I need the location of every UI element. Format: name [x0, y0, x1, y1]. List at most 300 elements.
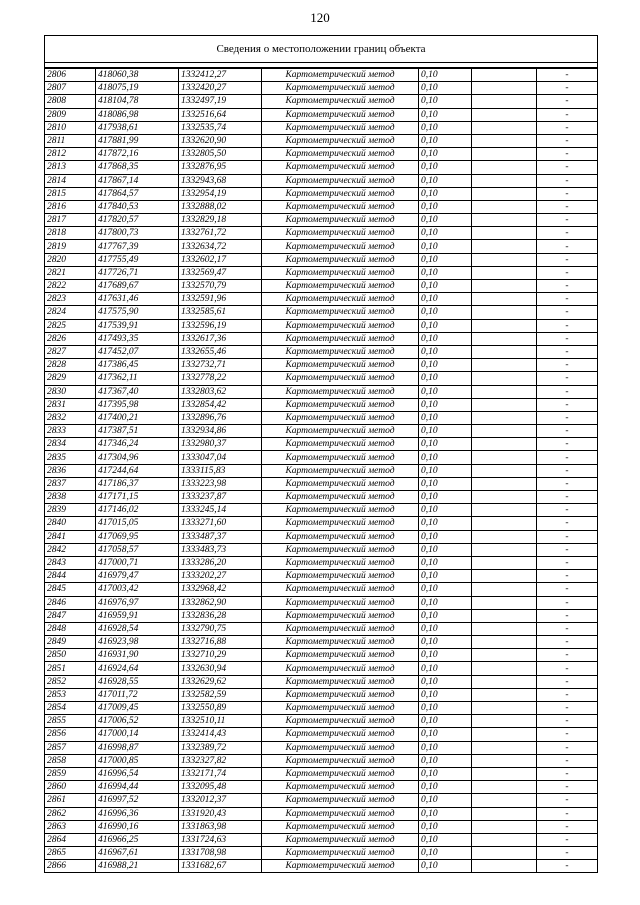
note-cell: -	[537, 570, 598, 583]
y-coordinate-cell: 1332414,43	[179, 728, 262, 741]
method-cell: Картометрический метод	[262, 398, 419, 411]
point-number-cell: 2829	[45, 372, 96, 385]
y-coordinate-cell: 1332535,74	[179, 121, 262, 134]
empty-cell	[472, 372, 537, 385]
empty-cell	[472, 662, 537, 675]
note-cell: -	[537, 411, 598, 424]
method-cell: Картометрический метод	[262, 530, 419, 543]
empty-cell	[472, 847, 537, 860]
point-number-cell: 2849	[45, 636, 96, 649]
table-row	[45, 372, 597, 385]
empty-cell	[472, 820, 537, 833]
page-number: 120	[310, 10, 330, 25]
y-coordinate-cell: 1332862,90	[179, 596, 262, 609]
empty-cell	[472, 200, 537, 213]
x-coordinate-cell: 416990,16	[96, 820, 179, 833]
method-cell: Картометрический метод	[262, 543, 419, 556]
note-cell: -	[537, 398, 598, 411]
note-cell: -	[537, 833, 598, 846]
x-coordinate-cell: 417867,14	[96, 174, 179, 187]
x-coordinate-cell: 417452,07	[96, 345, 179, 358]
method-cell: Картометрический метод	[262, 662, 419, 675]
method-cell: Картометрический метод	[262, 359, 419, 372]
point-number-cell: 2839	[45, 504, 96, 517]
note-cell: -	[537, 121, 598, 134]
note-cell: -	[537, 820, 598, 833]
y-coordinate-cell: 1332412,27	[179, 69, 262, 82]
y-coordinate-cell: 1332980,37	[179, 438, 262, 451]
method-cell: Картометрический метод	[262, 372, 419, 385]
table-row	[45, 530, 597, 543]
table-row	[45, 293, 597, 306]
x-coordinate-cell: 416959,91	[96, 609, 179, 622]
accuracy-cell: 0,10	[419, 662, 472, 675]
y-coordinate-cell: 1332596,19	[179, 319, 262, 332]
note-cell: -	[537, 332, 598, 345]
accuracy-cell: 0,10	[419, 385, 472, 398]
y-coordinate-cell: 1332732,71	[179, 359, 262, 372]
note-cell: -	[537, 543, 598, 556]
note-cell: -	[537, 702, 598, 715]
y-coordinate-cell: 1332585,61	[179, 306, 262, 319]
accuracy-cell: 0,10	[419, 715, 472, 728]
note-cell: -	[537, 82, 598, 95]
method-cell: Картометрический метод	[262, 293, 419, 306]
accuracy-cell: 0,10	[419, 187, 472, 200]
point-number-cell: 2817	[45, 214, 96, 227]
x-coordinate-cell: 417631,46	[96, 293, 179, 306]
table-row	[45, 214, 597, 227]
note-cell: -	[537, 253, 598, 266]
accuracy-cell: 0,10	[419, 688, 472, 701]
y-coordinate-cell: 1332570,79	[179, 280, 262, 293]
empty-cell	[472, 741, 537, 754]
accuracy-cell: 0,10	[419, 148, 472, 161]
y-coordinate-cell: 1332790,75	[179, 622, 262, 635]
x-coordinate-cell: 417367,40	[96, 385, 179, 398]
note-cell: -	[537, 293, 598, 306]
y-coordinate-cell: 1331920,43	[179, 807, 262, 820]
method-cell: Картометрический метод	[262, 622, 419, 635]
note-cell: -	[537, 556, 598, 569]
point-number-cell: 2860	[45, 781, 96, 794]
empty-cell	[472, 148, 537, 161]
note-cell: -	[537, 477, 598, 490]
y-coordinate-cell: 1331724,63	[179, 833, 262, 846]
x-coordinate-cell: 416923,98	[96, 636, 179, 649]
table-row	[45, 754, 597, 767]
point-number-cell: 2836	[45, 464, 96, 477]
y-coordinate-cell: 1332634,72	[179, 240, 262, 253]
point-number-cell: 2807	[45, 82, 96, 95]
x-coordinate-cell: 417362,11	[96, 372, 179, 385]
x-coordinate-cell: 416924,64	[96, 662, 179, 675]
point-number-cell: 2825	[45, 319, 96, 332]
method-cell: Картометрический метод	[262, 451, 419, 464]
note-cell: -	[537, 807, 598, 820]
empty-cell	[472, 306, 537, 319]
note-cell: -	[537, 583, 598, 596]
empty-cell	[472, 359, 537, 372]
point-number-cell: 2814	[45, 174, 96, 187]
accuracy-cell: 0,10	[419, 583, 472, 596]
table-row	[45, 715, 597, 728]
point-number-cell: 2808	[45, 95, 96, 108]
point-number-cell: 2826	[45, 332, 96, 345]
point-number-cell: 2843	[45, 556, 96, 569]
y-coordinate-cell: 1332710,29	[179, 649, 262, 662]
table-row	[45, 464, 597, 477]
y-coordinate-cell: 1332854,42	[179, 398, 262, 411]
y-coordinate-cell: 1332761,72	[179, 227, 262, 240]
point-number-cell: 2827	[45, 345, 96, 358]
point-number-cell: 2835	[45, 451, 96, 464]
accuracy-cell: 0,10	[419, 820, 472, 833]
table-row	[45, 636, 597, 649]
method-cell: Картометрический метод	[262, 702, 419, 715]
method-cell: Картометрический метод	[262, 833, 419, 846]
empty-cell	[472, 121, 537, 134]
y-coordinate-cell: 1332934,86	[179, 425, 262, 438]
y-coordinate-cell: 1332620,90	[179, 134, 262, 147]
x-coordinate-cell: 416997,52	[96, 794, 179, 807]
accuracy-cell: 0,10	[419, 781, 472, 794]
accuracy-cell: 0,10	[419, 860, 472, 873]
y-coordinate-cell: 1332888,02	[179, 200, 262, 213]
note-cell: -	[537, 174, 598, 187]
table-title: Сведения о местоположении границ объекта	[45, 36, 597, 63]
accuracy-cell: 0,10	[419, 161, 472, 174]
y-coordinate-cell: 1332629,62	[179, 675, 262, 688]
x-coordinate-cell: 417820,57	[96, 214, 179, 227]
method-cell: Картометрический метод	[262, 464, 419, 477]
note-cell: -	[537, 741, 598, 754]
method-cell: Картометрический метод	[262, 161, 419, 174]
method-cell: Картометрический метод	[262, 477, 419, 490]
x-coordinate-cell: 417346,24	[96, 438, 179, 451]
accuracy-cell: 0,10	[419, 728, 472, 741]
boundary-info-table-frame	[44, 35, 598, 873]
note-cell: -	[537, 227, 598, 240]
empty-cell	[472, 451, 537, 464]
method-cell: Картометрический метод	[262, 69, 419, 82]
empty-cell	[472, 860, 537, 873]
point-number-cell: 2806	[45, 69, 96, 82]
point-number-cell: 2837	[45, 477, 96, 490]
empty-cell	[472, 649, 537, 662]
point-number-cell: 2866	[45, 860, 96, 873]
accuracy-cell: 0,10	[419, 807, 472, 820]
y-coordinate-cell: 1332569,47	[179, 266, 262, 279]
x-coordinate-cell: 416966,25	[96, 833, 179, 846]
accuracy-cell: 0,10	[419, 280, 472, 293]
table-row	[45, 728, 597, 741]
table-row	[45, 609, 597, 622]
y-coordinate-cell: 1332655,46	[179, 345, 262, 358]
accuracy-cell: 0,10	[419, 425, 472, 438]
point-number-cell: 2852	[45, 675, 96, 688]
empty-cell	[472, 702, 537, 715]
note-cell: -	[537, 847, 598, 860]
table-row	[45, 345, 597, 358]
accuracy-cell: 0,10	[419, 794, 472, 807]
empty-cell	[472, 253, 537, 266]
x-coordinate-cell: 417864,57	[96, 187, 179, 200]
empty-cell	[472, 530, 537, 543]
x-coordinate-cell: 416998,87	[96, 741, 179, 754]
note-cell: -	[537, 715, 598, 728]
empty-cell	[472, 332, 537, 345]
method-cell: Картометрический метод	[262, 847, 419, 860]
x-coordinate-cell: 417493,35	[96, 332, 179, 345]
x-coordinate-cell: 417186,37	[96, 477, 179, 490]
accuracy-cell: 0,10	[419, 411, 472, 424]
x-coordinate-cell: 417539,91	[96, 319, 179, 332]
table-row	[45, 451, 597, 464]
table-row	[45, 359, 597, 372]
empty-cell	[472, 227, 537, 240]
y-coordinate-cell: 1332171,74	[179, 767, 262, 780]
note-cell: -	[537, 464, 598, 477]
y-coordinate-cell: 1332012,37	[179, 794, 262, 807]
accuracy-cell: 0,10	[419, 253, 472, 266]
note-cell: -	[537, 200, 598, 213]
point-number-cell: 2809	[45, 108, 96, 121]
note-cell: -	[537, 425, 598, 438]
point-number-cell: 2828	[45, 359, 96, 372]
x-coordinate-cell: 416928,54	[96, 622, 179, 635]
accuracy-cell: 0,10	[419, 556, 472, 569]
note-cell: -	[537, 438, 598, 451]
y-coordinate-cell: 1333271,60	[179, 517, 262, 530]
point-number-cell: 2851	[45, 662, 96, 675]
x-coordinate-cell: 418075,19	[96, 82, 179, 95]
empty-cell	[472, 345, 537, 358]
x-coordinate-cell: 418060,38	[96, 69, 179, 82]
point-number-cell: 2862	[45, 807, 96, 820]
x-coordinate-cell: 417575,90	[96, 306, 179, 319]
empty-cell	[472, 504, 537, 517]
empty-cell	[472, 438, 537, 451]
note-cell: -	[537, 134, 598, 147]
note-cell: -	[537, 214, 598, 227]
table-row	[45, 332, 597, 345]
note-cell: -	[537, 385, 598, 398]
point-number-cell: 2815	[45, 187, 96, 200]
table-row	[45, 543, 597, 556]
y-coordinate-cell: 1332876,95	[179, 161, 262, 174]
x-coordinate-cell: 417009,45	[96, 702, 179, 715]
method-cell: Картометрический метод	[262, 227, 419, 240]
accuracy-cell: 0,10	[419, 702, 472, 715]
empty-cell	[472, 833, 537, 846]
table-row	[45, 833, 597, 846]
method-cell: Картометрический метод	[262, 636, 419, 649]
point-number-cell: 2820	[45, 253, 96, 266]
x-coordinate-cell: 416928,55	[96, 675, 179, 688]
y-coordinate-cell: 1332582,59	[179, 688, 262, 701]
method-cell: Картометрический метод	[262, 583, 419, 596]
table-row	[45, 398, 597, 411]
empty-cell	[472, 570, 537, 583]
table-row	[45, 517, 597, 530]
point-number-cell: 2841	[45, 530, 96, 543]
point-number-cell: 2811	[45, 134, 96, 147]
y-coordinate-cell: 1332968,42	[179, 583, 262, 596]
table-row	[45, 767, 597, 780]
accuracy-cell: 0,10	[419, 767, 472, 780]
coordinates-table	[45, 68, 597, 872]
table-row	[45, 622, 597, 635]
point-number-cell: 2840	[45, 517, 96, 530]
x-coordinate-cell: 417872,16	[96, 148, 179, 161]
table-row	[45, 425, 597, 438]
empty-cell	[472, 807, 537, 820]
table-row	[45, 596, 597, 609]
point-number-cell: 2858	[45, 754, 96, 767]
table-row	[45, 860, 597, 873]
empty-cell	[472, 240, 537, 253]
method-cell: Картометрический метод	[262, 174, 419, 187]
accuracy-cell: 0,10	[419, 174, 472, 187]
empty-cell	[472, 425, 537, 438]
empty-cell	[472, 266, 537, 279]
method-cell: Картометрический метод	[262, 82, 419, 95]
table-row	[45, 583, 597, 596]
method-cell: Картометрический метод	[262, 385, 419, 398]
table-row	[45, 174, 597, 187]
accuracy-cell: 0,10	[419, 754, 472, 767]
y-coordinate-cell: 1332896,76	[179, 411, 262, 424]
method-cell: Картометрический метод	[262, 280, 419, 293]
empty-cell	[472, 82, 537, 95]
table-row	[45, 570, 597, 583]
table-row	[45, 121, 597, 134]
point-number-cell: 2813	[45, 161, 96, 174]
y-coordinate-cell: 1332591,96	[179, 293, 262, 306]
y-coordinate-cell: 1331863,98	[179, 820, 262, 833]
y-coordinate-cell: 1332630,94	[179, 662, 262, 675]
accuracy-cell: 0,10	[419, 504, 472, 517]
y-coordinate-cell: 1332803,62	[179, 385, 262, 398]
note-cell: -	[537, 266, 598, 279]
x-coordinate-cell: 417938,61	[96, 121, 179, 134]
accuracy-cell: 0,10	[419, 464, 472, 477]
accuracy-cell: 0,10	[419, 649, 472, 662]
empty-cell	[472, 596, 537, 609]
y-coordinate-cell: 1332550,89	[179, 702, 262, 715]
note-cell: -	[537, 108, 598, 121]
y-coordinate-cell: 1332510,11	[179, 715, 262, 728]
note-cell: -	[537, 688, 598, 701]
point-number-cell: 2822	[45, 280, 96, 293]
note-cell: -	[537, 517, 598, 530]
point-number-cell: 2818	[45, 227, 96, 240]
accuracy-cell: 0,10	[419, 95, 472, 108]
x-coordinate-cell: 417400,21	[96, 411, 179, 424]
table-row	[45, 491, 597, 504]
x-coordinate-cell: 417015,05	[96, 517, 179, 530]
method-cell: Картометрический метод	[262, 345, 419, 358]
method-cell: Картометрический метод	[262, 214, 419, 227]
x-coordinate-cell: 417003,42	[96, 583, 179, 596]
x-coordinate-cell: 416931,90	[96, 649, 179, 662]
y-coordinate-cell: 1332327,82	[179, 754, 262, 767]
x-coordinate-cell: 417868,35	[96, 161, 179, 174]
empty-cell	[472, 622, 537, 635]
empty-cell	[472, 464, 537, 477]
empty-cell	[472, 411, 537, 424]
method-cell: Картометрический метод	[262, 187, 419, 200]
table-row	[45, 411, 597, 424]
point-number-cell: 2853	[45, 688, 96, 701]
accuracy-cell: 0,10	[419, 121, 472, 134]
method-cell: Картометрический метод	[262, 266, 419, 279]
point-number-cell: 2819	[45, 240, 96, 253]
y-coordinate-cell: 1333223,98	[179, 477, 262, 490]
note-cell: -	[537, 754, 598, 767]
x-coordinate-cell: 416967,61	[96, 847, 179, 860]
method-cell: Картометрический метод	[262, 728, 419, 741]
x-coordinate-cell: 417800,73	[96, 227, 179, 240]
x-coordinate-cell: 416996,54	[96, 767, 179, 780]
table-row	[45, 662, 597, 675]
table-row	[45, 187, 597, 200]
empty-cell	[472, 477, 537, 490]
x-coordinate-cell: 417387,51	[96, 425, 179, 438]
table-row	[45, 847, 597, 860]
accuracy-cell: 0,10	[419, 847, 472, 860]
empty-cell	[472, 134, 537, 147]
y-coordinate-cell: 1332829,18	[179, 214, 262, 227]
accuracy-cell: 0,10	[419, 200, 472, 213]
note-cell: -	[537, 345, 598, 358]
empty-cell	[472, 636, 537, 649]
y-coordinate-cell: 1332420,27	[179, 82, 262, 95]
accuracy-cell: 0,10	[419, 345, 472, 358]
empty-cell	[472, 161, 537, 174]
accuracy-cell: 0,10	[419, 69, 472, 82]
point-number-cell: 2865	[45, 847, 96, 860]
x-coordinate-cell: 417000,71	[96, 556, 179, 569]
empty-cell	[472, 517, 537, 530]
table-row	[45, 504, 597, 517]
accuracy-cell: 0,10	[419, 833, 472, 846]
x-coordinate-cell: 417069,95	[96, 530, 179, 543]
table-row	[45, 200, 597, 213]
accuracy-cell: 0,10	[419, 240, 472, 253]
y-coordinate-cell: 1332716,88	[179, 636, 262, 649]
point-number-cell: 2838	[45, 491, 96, 504]
table-row	[45, 319, 597, 332]
y-coordinate-cell: 1332389,72	[179, 741, 262, 754]
empty-cell	[472, 781, 537, 794]
note-cell: -	[537, 161, 598, 174]
method-cell: Картометрический метод	[262, 807, 419, 820]
y-coordinate-cell: 1333483,73	[179, 543, 262, 556]
y-coordinate-cell: 1332805,50	[179, 148, 262, 161]
empty-cell	[472, 543, 537, 556]
method-cell: Картометрический метод	[262, 517, 419, 530]
x-coordinate-cell: 417244,64	[96, 464, 179, 477]
method-cell: Картометрический метод	[262, 253, 419, 266]
empty-cell	[472, 69, 537, 82]
point-number-cell: 2854	[45, 702, 96, 715]
accuracy-cell: 0,10	[419, 622, 472, 635]
table-row	[45, 794, 597, 807]
x-coordinate-cell: 416979,47	[96, 570, 179, 583]
x-coordinate-cell: 416976,97	[96, 596, 179, 609]
